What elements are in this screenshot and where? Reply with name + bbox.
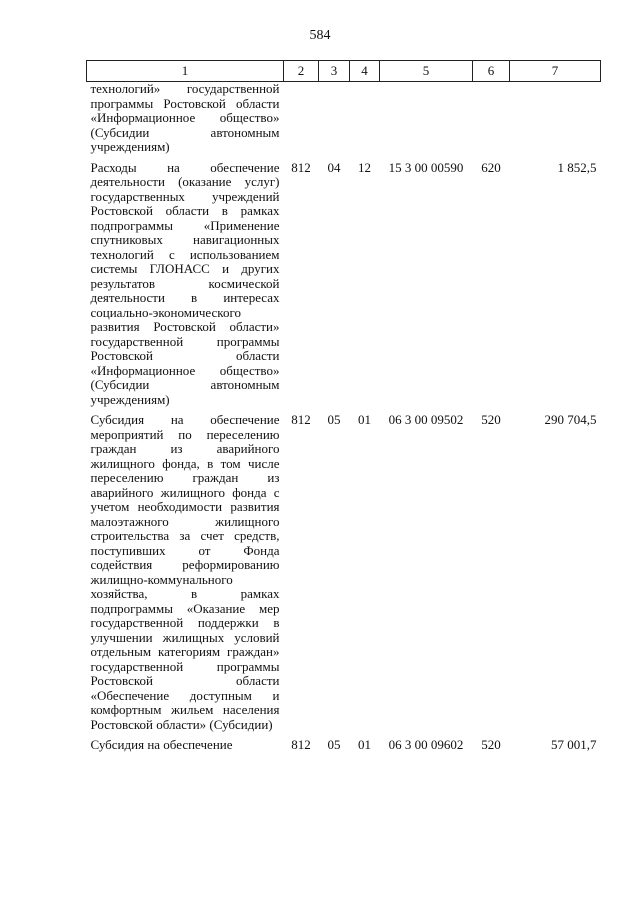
row-subsection — [350, 82, 380, 158]
row-expense-type: 520 — [481, 737, 501, 752]
row-ministry-code: 812 — [291, 412, 311, 427]
header-col-5: 5 — [380, 61, 473, 82]
row-description: Субсидия на обеспечение мероприятий по переселению граждан из аварийного жилищного фонда, в том числе переселению граждан из аварийного жилищного фонда с учетом необходимости развития малоэтажного жилищного строительства за счет средств, поступивших от Фонда содействия реформированию жилищно-коммунального хозяйства, в рамках подпрограммы «Оказание мер государственной поддержки в улучшении жилищных условий отдельным категориям граждан» государственной программы Ростовской области «Обеспечение доступным и комфортным жильем населения Ростовской области» (Субсидии) — [90, 412, 280, 732]
row-ministry-code: 812 — [291, 737, 311, 752]
row-description: Расходы на обеспечение деятельности (оказание услуг) государственных учреждений Ростовской области в рамках подпрограммы «Применение спутниковых навигационных технологий с использованием системы ГЛОНАСС и других результатов космической деятельности в интересах социально-экономического развития Ростовской области» государственной программы Ростовской области «Информационное общество» (Субсидии автономным учреждениям) — [90, 159, 280, 407]
row-expense-type: 520 — [481, 412, 501, 427]
row-description: Субсидия на обеспечение — [90, 737, 233, 752]
table-header-row — [87, 61, 601, 82]
budget-table — [86, 60, 601, 756]
row-target-article — [380, 82, 473, 158]
row-section: 05 — [327, 412, 341, 427]
table-row — [87, 735, 601, 756]
row-expense-type — [473, 82, 510, 158]
header-col-3: 3 — [319, 61, 350, 82]
row-target-article: 06 3 00 09602 — [388, 737, 464, 752]
header-col-6: 6 — [473, 61, 510, 82]
row-section — [319, 82, 350, 158]
row-description: технологий» государственной программы Ростовской области «Информационное общество» (Субсидии автономным учреждениям) — [90, 81, 280, 154]
row-subsection: 12 — [358, 159, 371, 175]
row-amount: 290 704,5 — [544, 412, 597, 427]
row-ministry-code: 812 — [291, 159, 311, 175]
row-amount: 57 001,7 — [551, 737, 597, 752]
row-subsection: 01 — [358, 412, 371, 427]
row-expense-type: 620 — [481, 159, 501, 175]
table-row — [87, 82, 601, 158]
header-col-2: 2 — [284, 61, 319, 82]
header-col-1: 1 — [87, 61, 284, 82]
row-amount: 1 852,5 — [557, 159, 597, 175]
row-ministry-code — [284, 82, 319, 158]
page-number: 584 — [309, 28, 331, 43]
row-section: 05 — [327, 737, 341, 752]
row-section: 04 — [327, 159, 341, 175]
row-amount — [510, 82, 601, 158]
table-row — [87, 158, 601, 411]
header-col-4: 4 — [350, 61, 380, 82]
table-row — [87, 410, 601, 735]
row-subsection: 01 — [358, 737, 371, 752]
row-target-article: 15 3 00 00590 — [388, 159, 464, 175]
header-col-7: 7 — [510, 61, 601, 82]
row-target-article: 06 3 00 09502 — [388, 412, 464, 427]
